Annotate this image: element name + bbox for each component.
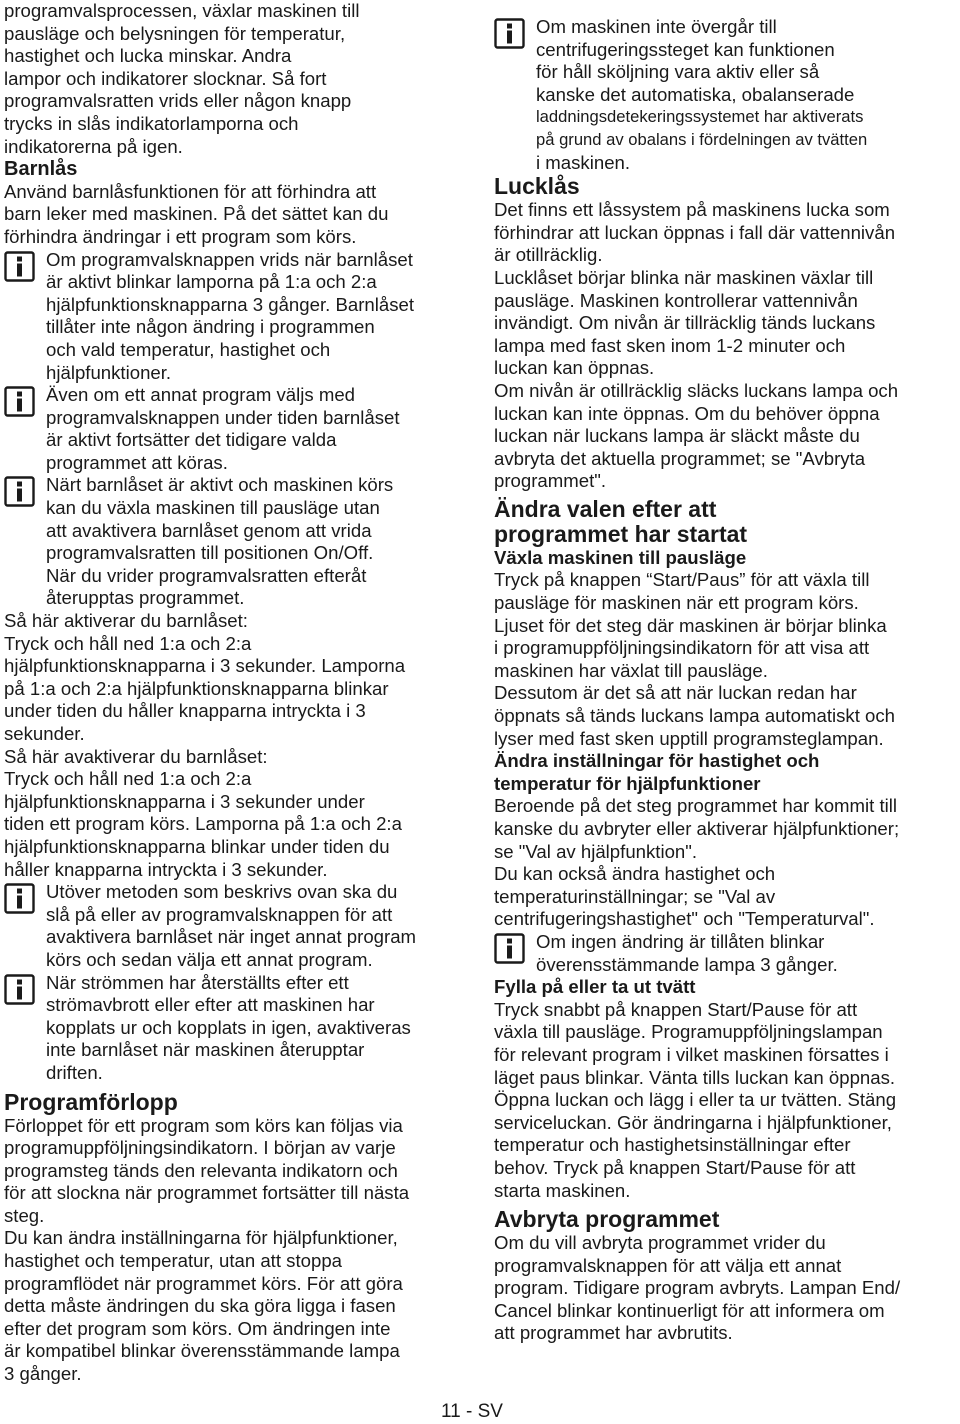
- text-line: Om du vill avbryta programmet vrider du: [494, 1232, 826, 1254]
- info-note: [4, 249, 466, 385]
- text-line: Utöver metoden som beskrivs ovan ska du: [46, 881, 398, 903]
- text-line: invändigt. Om nivån är tillräcklig tänds luckans: [494, 312, 876, 334]
- text-line: körs och sedan välja ett annat program.: [46, 948, 373, 970]
- text-line: programuppföljningsindikatorn. I början av varje: [4, 1137, 396, 1159]
- text-line: program. Tidigare program avbryts. Lampan End/: [494, 1277, 901, 1299]
- text-line: Det finns ett låssystem på maskinens lucka som: [494, 199, 890, 221]
- text-line: Om programvalsknappen vrids när barnlåset: [46, 248, 413, 270]
- text-line: tiden ett program körs. Lamporna på 1:a och 2:a: [4, 813, 402, 835]
- text-line: på 1:a och 2:a hjälpfunktionsknapparna blinkar: [4, 677, 389, 699]
- text-line: 3 gånger.: [4, 1363, 82, 1385]
- installning-paragraph: [494, 795, 956, 931]
- text-line: se "Val av hjälpfunktion".: [494, 840, 698, 862]
- text-line: tillåter inte någon ändring i programmen: [46, 316, 375, 338]
- text-line: överensstämmande lampa 3 gånger.: [536, 953, 838, 975]
- text-line: programvalsknappen för att välja ett annat: [494, 1254, 842, 1276]
- text-line: luckan kan öppnas.: [494, 357, 655, 379]
- text-line: programvalsratten vrids eller någon knapp: [4, 90, 352, 112]
- text-line: för relevant program i vilket maskinen försattes i: [494, 1043, 889, 1065]
- text-line: lampor och indikatorer slocknar. Så fort: [4, 67, 327, 89]
- info-icon: [4, 883, 35, 914]
- lucklas-heading: Lucklås: [494, 173, 580, 200]
- text-line: programvalsknappen under tiden barnlåset: [46, 406, 400, 428]
- text-line: lampa med fast sken inom 1-2 minuter och: [494, 334, 846, 356]
- page-number: 11 - SV: [441, 1401, 503, 1422]
- text-line: sekunder.: [4, 723, 85, 744]
- text-line: Närt barnlåset är aktivt och maskinen körs: [46, 474, 394, 496]
- text-line: Förloppet för ett program som körs kan följas via: [4, 1114, 403, 1136]
- text-line: Använd barnlåsfunktionen för att förhindra att: [4, 180, 377, 202]
- paus-heading: Växla maskinen till pausläge: [494, 546, 747, 568]
- text-line: detta måste ändringen du ska göra ligga i fasen: [4, 1295, 396, 1317]
- info-icon: [4, 476, 35, 507]
- info-note: [4, 474, 466, 610]
- info-note: [494, 931, 956, 976]
- text-line: Dessutom är det så att när luckan redan har: [494, 682, 857, 704]
- text-line: Om maskinen inte övergår till: [536, 16, 777, 37]
- text-line: Cancel blinkar kontinuerligt för att informera om: [494, 1299, 885, 1321]
- text-line: återupptas programmet.: [46, 587, 245, 609]
- avbryta-heading: Avbryta programmet: [494, 1206, 720, 1233]
- text-line: förhindrar att luckan öppnas i fall där vattennivån: [494, 221, 896, 243]
- text-line: Du kan ändra inställningarna för hjälpfunktioner,: [4, 1227, 398, 1249]
- text-line: programsteg tänds den relevanta indikatorn och: [4, 1159, 398, 1181]
- text-line: Om ingen ändring är tillåten blinkar: [536, 930, 825, 952]
- programforlopp-heading: Programförlopp: [4, 1088, 178, 1115]
- avbryta-paragraph: [494, 1232, 956, 1345]
- text-line: serviceluckan. Gör ändringarna i hjälpfunktioner,: [494, 1111, 892, 1133]
- text-line: temperaturinställningar; se "Val av: [494, 885, 776, 907]
- text-line: När strömmen har återställts efter ett: [46, 971, 349, 993]
- text-line: hjälpfunktionsknapparna 3 gånger. Barnlåset: [46, 293, 415, 315]
- text-line: starta maskinen.: [494, 1179, 631, 1201]
- text-line: behov. Tryck på knappen Start/Pause för att: [494, 1156, 856, 1178]
- text-line: förhindra ändringar i ett program som körs.: [4, 225, 357, 247]
- info-icon: [4, 251, 35, 282]
- text-line: barn leker med maskinen. På det sättet kan du: [4, 203, 389, 225]
- text-line: centrifugeringshastighet" och "Temperaturval".: [494, 908, 875, 930]
- text-line: under tiden du håller knapparna intryckta i 3: [4, 700, 366, 722]
- text-line: är aktivt blinkar lamporna på 1:a och 2:a: [46, 271, 377, 293]
- text-line: Så här avaktiverar du barnlåset:: [4, 745, 268, 767]
- text-line: Om nivån är otillräcklig släcks luckans lampa och: [494, 379, 899, 401]
- paus-paragraph: [494, 569, 956, 750]
- text-line: läget paus blinkar. Vänta tills luckan kan öppnas.: [494, 1066, 896, 1088]
- text-line: lyser med fast sken upptill programsteglampan.: [494, 727, 884, 749]
- fylla-heading: Fylla på eller ta ut tvätt: [494, 976, 696, 998]
- info-note: [494, 16, 956, 174]
- text-line: för att slockna när programmet fortsätter till nästa: [4, 1182, 410, 1204]
- intro-paragraph: [4, 0, 466, 158]
- fylla-paragraph: [494, 999, 956, 1202]
- text-line: luckan när luckans lampa är släckt måste du: [494, 425, 860, 447]
- info-note: [4, 972, 466, 1085]
- text-line: programvalsprocessen, växlar maskinen till: [4, 0, 360, 21]
- info-note: [4, 384, 466, 474]
- text-line: driften.: [46, 1061, 103, 1083]
- programforlopp-paragraph: [4, 1115, 466, 1386]
- text-line: luckan kan inte öppnas. Om du behöver öppna: [494, 402, 880, 424]
- text-line: hjälpfunktioner.: [46, 361, 172, 383]
- text-line: Även om ett annat program väljs med: [46, 384, 356, 406]
- text-line: kanske det automatiska, obalanserade: [536, 83, 855, 105]
- text-line: Tryck på knappen “Start/Paus” för att växla till: [494, 569, 870, 591]
- text-line: Lucklåset börjar blinka när maskinen växlar till: [494, 266, 874, 288]
- text-line: När du vrider programvalsratten efteråt: [46, 564, 367, 586]
- text-line: laddningsdetekeringssystemet har aktiverats: [536, 107, 864, 127]
- text-line: hastighet och lucka minskar. Andra: [4, 45, 292, 67]
- text-line: programflödet när programmet körs. För att göra: [4, 1272, 403, 1294]
- text-line: hjälpfunktionsknapparna i 3 sekunder. Lamporna: [4, 655, 406, 677]
- text-line: är otillräcklig.: [494, 244, 603, 266]
- info-icon: [4, 386, 35, 417]
- installning-heading-line2: temperatur för hjälpfunktioner: [494, 772, 761, 794]
- text-line: programvalsratten till positionen On/Off.: [46, 542, 374, 564]
- text-line: på grund av obalans i fördelningen av tvätten: [536, 129, 868, 149]
- text-line: är kompatibel blinkar överensstämmande lampa: [4, 1340, 400, 1362]
- text-line: indikatorerna på igen.: [4, 135, 183, 157]
- installning-heading: Ändra inställningar för hastighet och: [494, 750, 820, 772]
- text-line: för håll sköljning vara aktiv eller så: [536, 61, 820, 83]
- text-line: håller knapparna intryckta i 3 sekunder.: [4, 858, 328, 880]
- text-line: hastighet och temperatur, utan att stoppa: [4, 1250, 343, 1272]
- text-line: programmet".: [494, 470, 606, 492]
- info-icon: [4, 974, 35, 1005]
- text-line: växla till pausläge. Programuppföljningslampan: [494, 1021, 883, 1043]
- deactivate-paragraph: [4, 746, 466, 882]
- info-icon: [494, 18, 525, 49]
- text-line: hjälpfunktionsknapparna blinkar under tiden du: [4, 835, 390, 857]
- text-line: temperatur och hastighetsinställningar efter: [494, 1134, 851, 1156]
- text-line: pausläge och belysningen för temperatur,: [4, 22, 346, 44]
- info-note: [4, 881, 466, 971]
- info-icon: [494, 933, 525, 964]
- andra-heading-line2: programmet har startat: [494, 520, 748, 547]
- text-line: steg.: [4, 1204, 45, 1226]
- text-line: är aktivt fortsätter det tidigare valda: [46, 429, 337, 451]
- text-line: öppnats så tänds luckans lampa automatiskt och: [494, 705, 896, 727]
- barnlas-paragraph: [4, 181, 466, 249]
- text-line: Så här aktiverar du barnlåset:: [4, 610, 248, 632]
- andra-heading: Ändra valen efter att: [494, 495, 717, 522]
- text-line: Tryck snabbt på knappen Start/Pause för att: [494, 998, 858, 1020]
- text-line: avaktivera barnlåset när inget annat program: [46, 926, 417, 948]
- text-line: efter det program som körs. Om ändringen inte: [4, 1317, 391, 1339]
- text-line: Du kan också ändra hastighet och: [494, 863, 776, 885]
- text-line: strömavbrott eller efter att maskinen har: [46, 994, 375, 1016]
- text-line: Tryck och håll ned 1:a och 2:a: [4, 632, 252, 654]
- text-line: Öppna luckan och lägg i eller ta ur tvätten. Stäng: [494, 1089, 897, 1111]
- text-line: inte barnlåset när maskinen återupptar: [46, 1039, 365, 1061]
- text-line: centrifugeringssteget kan funktionen: [536, 38, 835, 60]
- barnlas-heading: Barnlås: [4, 158, 78, 181]
- text-line: att avaktivera barnlåset genom att vrida: [46, 519, 372, 541]
- text-line: pausläge. Maskinen kontrollerar vattennivån: [494, 289, 858, 311]
- text-line: Tryck och håll ned 1:a och 2:a: [4, 768, 252, 790]
- right-column: [494, 16, 956, 1345]
- text-line: i maskinen.: [536, 151, 631, 173]
- left-column: [4, 0, 466, 1386]
- text-line: Beroende på det steg programmet har kommit till: [494, 795, 898, 817]
- text-line: kanske du avbryter eller aktiverar hjälpfunktioner;: [494, 818, 900, 839]
- text-line: trycks in slås indikatorlamporna och: [4, 112, 299, 134]
- text-line: programmet att köras.: [46, 451, 228, 473]
- text-line: hjälpfunktionsknapparna i 3 sekunder under: [4, 790, 365, 812]
- text-line: maskinen har växlat till pausläge.: [494, 659, 768, 681]
- text-line: att programmet har avbrutits.: [494, 1322, 733, 1344]
- text-line: pausläge för maskinen när ett program körs.: [494, 592, 859, 614]
- text-line: och vald temperatur, hastighet och: [46, 338, 331, 360]
- text-line: avbryta det aktuella programmet; se "Avbryta: [494, 447, 866, 469]
- text-line: i programuppföljningsindikatorn för att visa att: [494, 637, 870, 659]
- text-line: kan du växla maskinen till pausläge utan: [46, 497, 380, 519]
- activate-paragraph: [4, 610, 466, 746]
- text-line: Ljuset för det steg där maskinen är börjar blinka: [494, 614, 887, 636]
- text-line: slå på eller av programvalsknappen för att: [46, 903, 393, 925]
- lucklas-paragraph: [494, 199, 956, 493]
- text-line: kopplats ur och kopplats in igen, avaktiveras: [46, 1016, 411, 1038]
